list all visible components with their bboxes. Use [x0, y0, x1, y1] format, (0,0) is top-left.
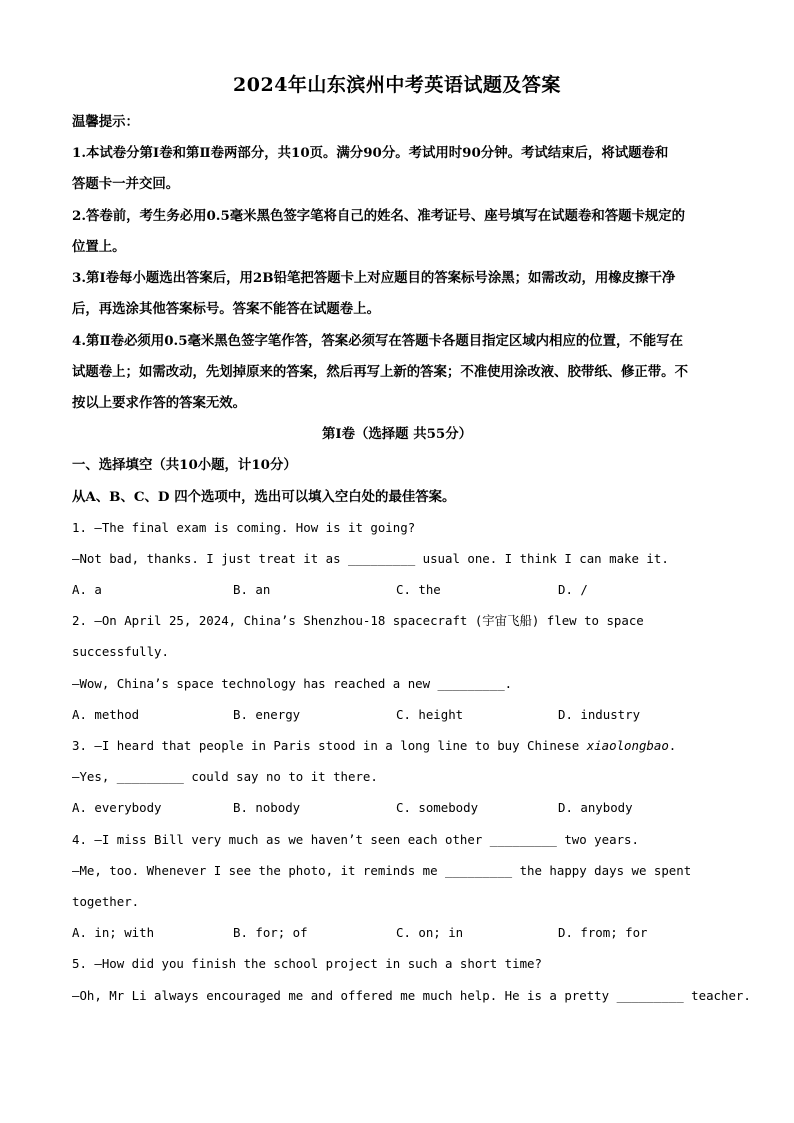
question-3-options: [72, 800, 732, 816]
option-c: C. somebody: [396, 800, 479, 815]
option-a: A. everybody: [72, 800, 162, 815]
notice-line: 试题卷上；如需改动，先划掉原来的答案，然后再写上新的答案；不准使用涂改液、胶带纸、修正带。不: [72, 364, 688, 380]
option-a: A. in; with: [72, 925, 155, 940]
notice-line: 按以上要求作答的答案无效。: [72, 395, 247, 411]
question-1-options: [72, 582, 732, 598]
option-b: B. an: [233, 582, 271, 597]
question-4-options: [72, 925, 732, 941]
question-2-line: 2. —On April 25, 2024, China’s Shenzhou-18 spacecraft (宇宙飞船) flew to space: [72, 613, 644, 628]
option-d: D. /: [558, 582, 588, 597]
question-3-end: .: [668, 738, 677, 753]
page-title: 2024年山东滨州中考英语试题及答案: [233, 74, 561, 96]
notice-line: 位置上。: [72, 239, 126, 255]
option-a: A. a: [72, 582, 102, 597]
option-d: D. industry: [558, 707, 641, 722]
question-5-line: —Oh, Mr Li always encouraged me and offered me much help. He is a pretty _________ teacher.: [72, 988, 751, 1003]
question-4-line: —Me, too. Whenever I see the photo, it reminds me _________ the happy days we spent: [72, 863, 692, 878]
notice-line: 4.第Ⅱ卷必须用0.5毫米黑色签字笔作答，答案必须写在答题卡各题目指定区域内相应的位置，不能写在: [72, 333, 683, 349]
notice-line: 3.第Ⅰ卷每小题选出答案后，用2B铅笔把答题卡上对应题目的答案标号涂黑；如需改动，用橡皮擦干净: [72, 270, 676, 286]
question-2-line: —Wow, China’s space technology has reached a new _________.: [72, 676, 513, 691]
question-4-line: together.: [72, 894, 140, 909]
question-2-options: [72, 707, 732, 723]
option-c: C. height: [396, 707, 464, 722]
option-c: C. the: [396, 582, 441, 597]
option-b: B. for; of: [233, 925, 308, 940]
part-title: 第Ⅰ卷（选择题 共55分）: [321, 426, 473, 442]
option-b: B. energy: [233, 707, 301, 722]
option-d: D. from; for: [558, 925, 648, 940]
notice-line: 答题卡一并交回。: [72, 176, 180, 192]
notice-heading: 温馨提示：: [72, 114, 139, 130]
notice-line: 后，再选涂其他答案标号。答案不能答在试题卷上。: [72, 301, 380, 317]
question-4-line: 4. —I miss Bill very much as we haven’t seen each other _________ two years.: [72, 832, 639, 847]
option-a: A. method: [72, 707, 140, 722]
option-c: C. on; in: [396, 925, 464, 940]
option-d: D. anybody: [558, 800, 633, 815]
question-5-line: 5. —How did you finish the school project in such a short time?: [72, 956, 542, 971]
option-b: B. nobody: [233, 800, 301, 815]
question-3-line: [72, 738, 676, 753]
notice-line: 1.本试卷分第Ⅰ卷和第Ⅱ卷两部分，共10页。满分90分。考试用时90分钟。考试结束后，将试题卷和: [72, 145, 669, 161]
section-title: 一、选择填空（共10小题，计10分）: [72, 457, 297, 473]
notice-line: 2.答卷前，考生务必用0.5毫米黑色签字笔将自己的姓名、准考证号、座号填写在试题卷和答题卡规定的: [72, 208, 686, 224]
question-3-italic-word: xiaolongbao: [586, 738, 669, 753]
question-3-line: —Yes, _________ could say no to it there.: [72, 769, 378, 784]
instruction: 从A、B、C、D 四个选项中，选出可以填入空白处的最佳答案。: [72, 489, 456, 505]
question-1-line: 1. —The final exam is coming. How is it going?: [72, 520, 416, 535]
question-2-line: successfully.: [72, 644, 169, 659]
question-3-text: 3. —I heard that people in Paris stood in a long line to buy Chinese: [72, 738, 587, 753]
question-1-line: —Not bad, thanks. I just treat it as _________ usual one. I think I can make it.: [72, 551, 669, 566]
